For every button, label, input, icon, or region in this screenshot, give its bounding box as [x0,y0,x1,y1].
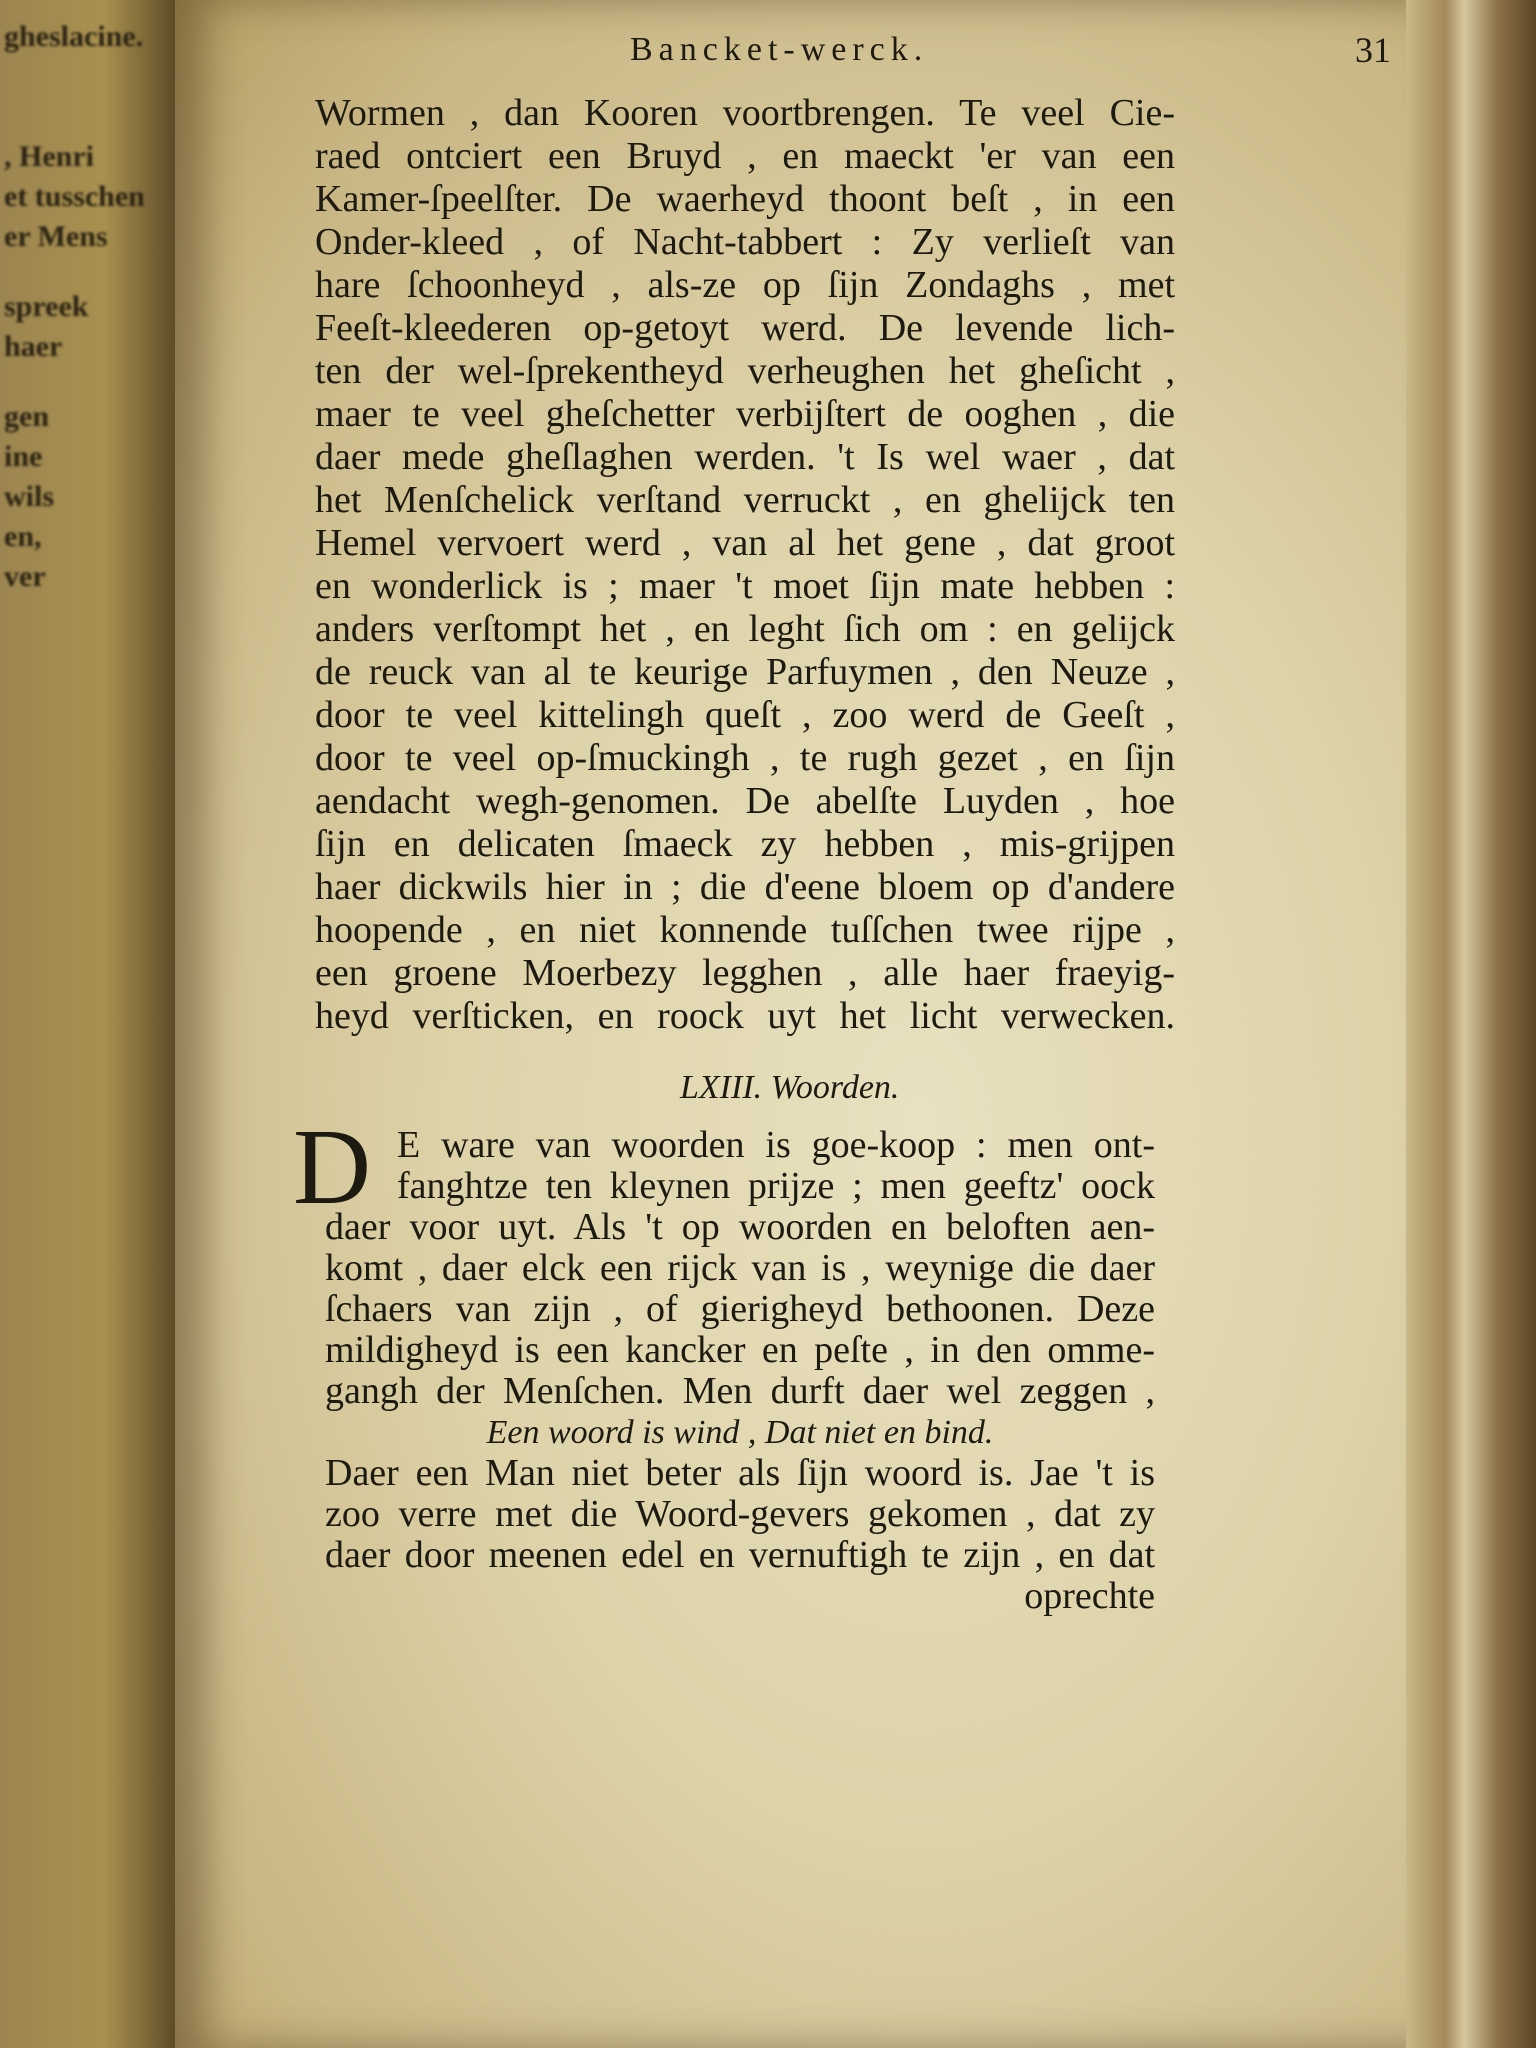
left-page-fragment: ine [4,440,43,473]
running-title: Bancket-werck. [630,31,929,68]
text-line: raed ontciert een Bruyd , en maeckt 'er van een [315,135,1175,177]
text-line: maer te veel gheſchetter verbijſtert de ooghen , die [315,393,1175,435]
text-line: Onder-kleed , of Nacht-tabbert : Zy verlieſt van [315,221,1175,263]
left-page-fragment: haer [4,330,63,363]
catchword: oprechte [1024,1575,1155,1617]
text-line: door te veel op-ſmuckingh , te rugh gezet , en ſijn [315,737,1175,779]
text-line: ten der wel-ſprekentheyd verheughen het gheſicht , [315,350,1175,392]
left-page-fragment: en, [4,520,42,553]
text-line: aendacht wegh-genomen. De abelſte Luyden , hoe [315,780,1175,822]
drop-cap: D [293,1108,371,1227]
text-line: komt , daer elck een rijck van is , weynige die daer [325,1247,1155,1289]
text-line: daer door meenen edel en vernuftigh te zijn , en dat [325,1534,1155,1576]
book-page [175,0,1415,2048]
left-page-fragment: spreek [4,290,89,323]
text-line: Kamer-ſpeelſter. De waerheyd thoont beſt , in een [315,178,1175,220]
section-heading: LXIII. Woorden. [680,1069,900,1106]
text-line: gangh der Menſchen. Men durft daer wel zeggen , [325,1370,1155,1412]
text-line: hare ſchoonheyd , als-ze op ſijn Zondaghs , met [315,264,1175,306]
text-line: daer voor uyt. Als 't op woorden en beloften aen- [325,1206,1155,1248]
text-line: E ware van woorden is goe-koop : men ont- [397,1124,1155,1166]
text-line: daer mede gheſlaghen werden. 't Is wel waer , dat [315,436,1175,478]
text-line: Daer een Man niet beter als ſijn woord is. Jae 't is [325,1452,1155,1494]
text-line: de reuck van al te keurige Parfuymen , den Neuze , [315,651,1175,693]
page-number: 31 [1355,30,1391,70]
page-edges [1406,0,1536,2048]
text-line: ſchaers van zijn , of gierigheyd bethoonen. Deze [325,1288,1155,1330]
text-line: zoo verre met die Woord-gevers gekomen , dat zy [325,1493,1155,1535]
page-text [175,0,1415,2048]
paragraph-2 [325,1125,1155,1617]
text-line: het Menſchelick verſtand verruckt , en ghelijck ten [315,479,1175,521]
text-line: een groene Moerbezy legghen , alle haer fraeyig- [315,952,1175,994]
text-line: door te veel kittelingh queſt , zoo werd de Geeſt , [315,694,1175,736]
left-facing-page [0,0,190,2048]
paragraph-1 [315,92,1175,1038]
text-line: mildigheyd is een kancker en peſte , in den omme- [325,1329,1155,1371]
text-line: fanghtze ten kleynen prijze ; men geeftz' oock [397,1165,1155,1207]
left-page-fragment: gheslacine. [4,20,144,53]
text-line: heyd verſticken, en roock uyt het licht verwecken. [315,995,1175,1037]
left-page-fragment: , Henri [4,140,94,173]
left-page-fragment: wils [4,480,55,513]
left-page-fragment: er Mens [4,220,108,253]
text-line: Hemel vervoert werd , van al het gene , dat groot [315,522,1175,564]
quote-line: Een woord is wind , Dat niet en bind. [486,1414,994,1451]
text-line: hoopende , en niet konnende tuſſchen twee rijpe , [315,909,1175,951]
left-page-fragment: et tusschen [4,180,145,213]
text-line: ſijn en delicaten ſmaeck zy hebben , mis-grijpen [315,823,1175,865]
text-line: Wormen , dan Kooren voortbrengen. Te veel Cie- [315,92,1175,134]
text-line: Feeſt-kleederen op-getoyt werd. De levende lich- [315,307,1175,349]
left-page-fragment: ver [4,560,46,593]
text-line: en wonderlick is ; maer 't moet ſijn mate hebben : [315,565,1175,607]
text-line: anders verſtompt het , en leght ſich om : en gelijck [315,608,1175,650]
left-page-fragment: gen [4,400,49,433]
text-line: haer dickwils hier in ; die d'eene bloem op d'andere [315,866,1175,908]
